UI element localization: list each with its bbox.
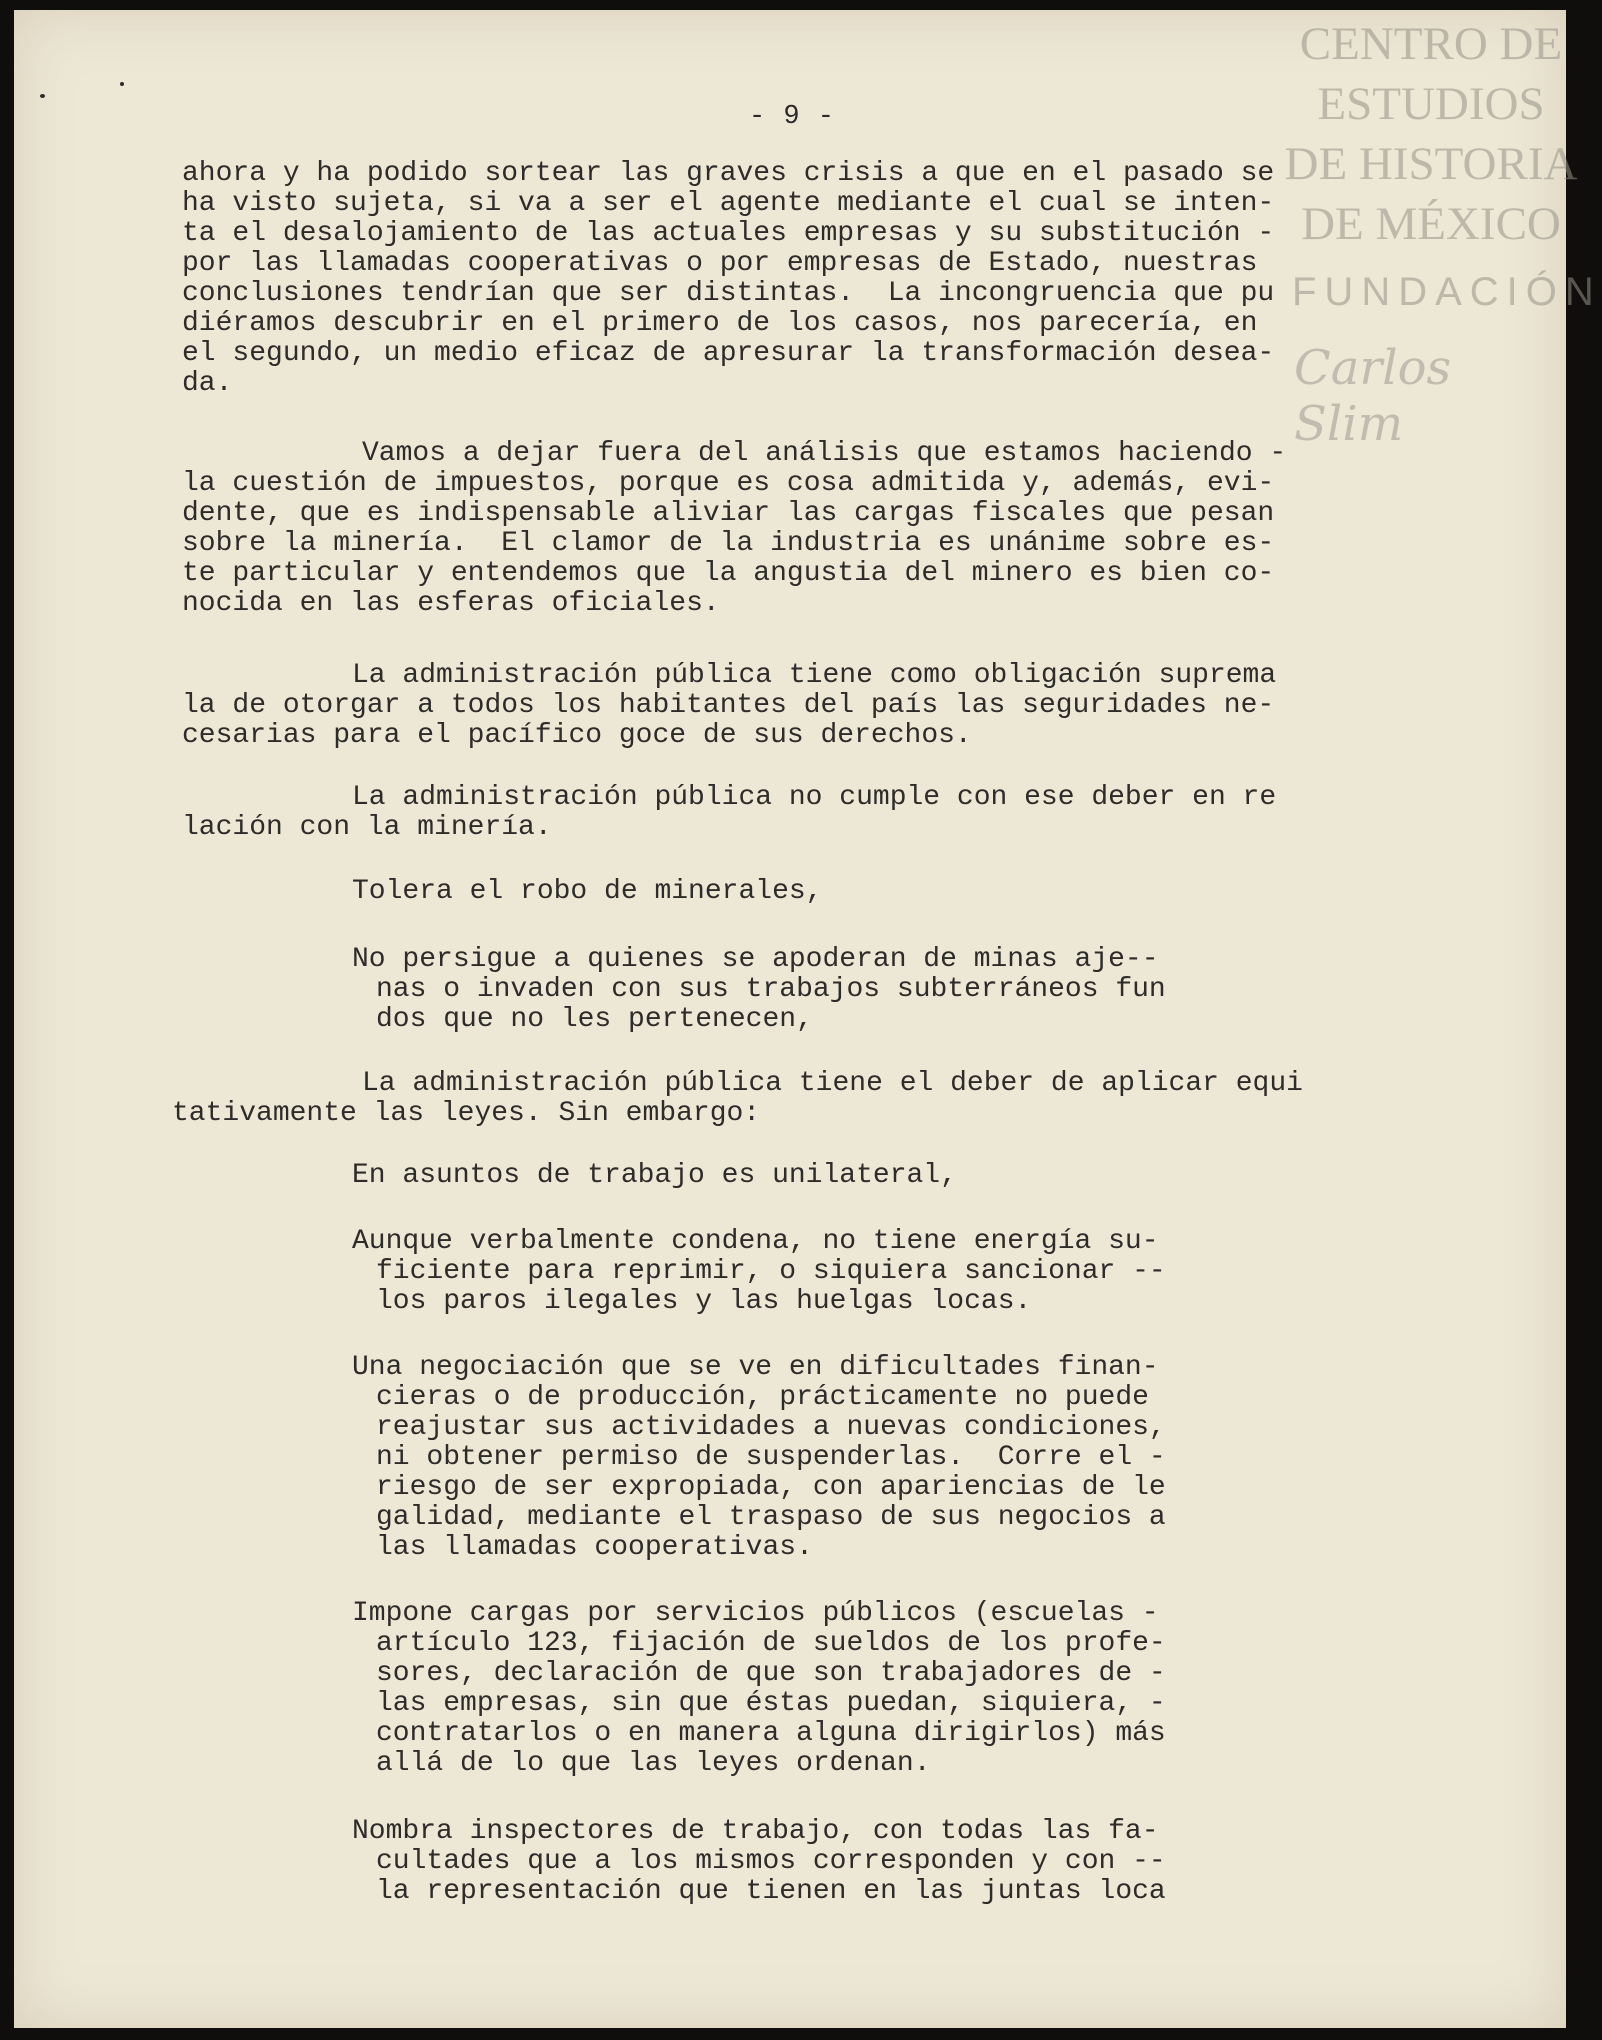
text-line: el segundo, un medio eficaz de apresurar la transformación desea-: [182, 338, 1275, 369]
watermark-line: DE MÉXICO: [1301, 198, 1561, 250]
text-line: allá de lo que las leyes ordenan.: [376, 1748, 931, 1779]
watermark-line: CENTRO DE: [1299, 18, 1563, 70]
text-line: Vamos a dejar fuera del análisis que estamos haciendo -: [362, 438, 1287, 469]
text-line: sobre la minería. El clamor de la industria es unánime sobre es-: [182, 528, 1275, 559]
text-line: los paros ilegales y las huelgas locas.: [376, 1286, 1032, 1317]
text-line: ficiente para reprimir, o siquiera sancionar --: [376, 1256, 1166, 1287]
text-line: Tolera el robo de minerales,: [352, 876, 823, 907]
text-line: artículo 123, fijación de sueldos de los profe-: [376, 1628, 1166, 1659]
archive-watermark: [1276, 14, 1586, 254]
text-line: dente, que es indispensable aliviar las cargas fiscales que pesan: [182, 498, 1275, 529]
text-line: la de otorgar a todos los habitantes del país las seguridades ne-: [182, 690, 1275, 721]
text-line: las empresas, sin que éstas puedan, siquiera, -: [376, 1688, 1166, 1719]
text-line: las llamadas cooperativas.: [376, 1532, 813, 1563]
text-line: No persigue a quienes se apoderan de minas aje--: [352, 944, 1159, 975]
page-number: - 9 -: [749, 102, 836, 132]
watermark-fundacion: FUNDACIÓN: [1292, 270, 1602, 314]
text-line: Una negociación que se ve en dificultades finan-: [352, 1352, 1159, 1383]
speck-mark: [120, 82, 124, 86]
text-line: La administración pública tiene el deber de aplicar equi: [362, 1068, 1303, 1099]
text-line: nocida en las esferas oficiales.: [182, 588, 720, 619]
text-line: conclusiones tendrían que ser distintas. La incongruencia que pu: [182, 278, 1275, 309]
text-line: cesarias para el pacífico goce de sus derechos.: [182, 720, 972, 751]
text-line: dos que no les pertenecen,: [376, 1004, 813, 1035]
text-line: reajustar sus actividades a nuevas condiciones,: [376, 1412, 1166, 1443]
document-page: [14, 10, 1602, 2028]
text-line: te particular y entendemos que la angustia del minero es bien co-: [182, 558, 1275, 589]
text-line: ha visto sujeta, si va a ser el agente mediante el cual se inten-: [182, 188, 1275, 219]
text-line: lación con la minería.: [182, 812, 552, 843]
text-line: la cuestión de impuestos, porque es cosa admitida y, además, evi-: [182, 468, 1275, 499]
text-line: En asuntos de trabajo es unilateral,: [352, 1160, 957, 1191]
text-line: riesgo de ser expropiada, con apariencias de le: [376, 1472, 1166, 1503]
text-line: por las llamadas cooperativas o por empresas de Estado, nuestras: [182, 248, 1258, 279]
text-line: Impone cargas por servicios públicos (escuelas -: [352, 1598, 1159, 1629]
text-line: da.: [182, 368, 233, 399]
text-line: la representación que tienen en las juntas loca: [376, 1876, 1166, 1907]
watermark-line: ESTUDIOS: [1317, 78, 1545, 130]
text-line: nas o invaden con sus trabajos subterráneos fun: [376, 974, 1166, 1005]
text-line: cieras o de producción, prácticamente no puede: [376, 1382, 1149, 1413]
text-line: La administración pública tiene como obligación suprema: [352, 660, 1277, 691]
text-line: ahora y ha podido sortear las graves crisis a que en el pasado se: [182, 158, 1275, 189]
text-line: tativamente las leyes. Sin embargo:: [172, 1098, 761, 1129]
text-line: diéramos descubrir en el primero de los casos, nos parecería, en: [182, 308, 1258, 339]
text-line: contratarlos o en manera alguna dirigirlos) más: [376, 1718, 1166, 1749]
text-line: La administración pública no cumple con ese deber en re: [352, 782, 1277, 813]
speck-mark: [40, 94, 45, 98]
text-line: cultades que a los mismos corresponden y con --: [376, 1846, 1166, 1877]
watermark-line: DE HISTORIA: [1284, 138, 1578, 190]
text-line: ni obtener permiso de suspenderlas. Corre el -: [376, 1442, 1166, 1473]
text-line: Aunque verbalmente condena, no tiene energía su-: [352, 1226, 1159, 1257]
watermark-signature: Carlos Slim: [1294, 340, 1452, 452]
text-line: ta el desalojamiento de las actuales empresas y su substitución -: [182, 218, 1275, 249]
text-line: galidad, mediante el traspaso de sus negocios a: [376, 1502, 1166, 1533]
text-line: Nombra inspectores de trabajo, con todas las fa-: [352, 1816, 1159, 1847]
text-line: sores, declaración de que son trabajadores de -: [376, 1658, 1166, 1689]
